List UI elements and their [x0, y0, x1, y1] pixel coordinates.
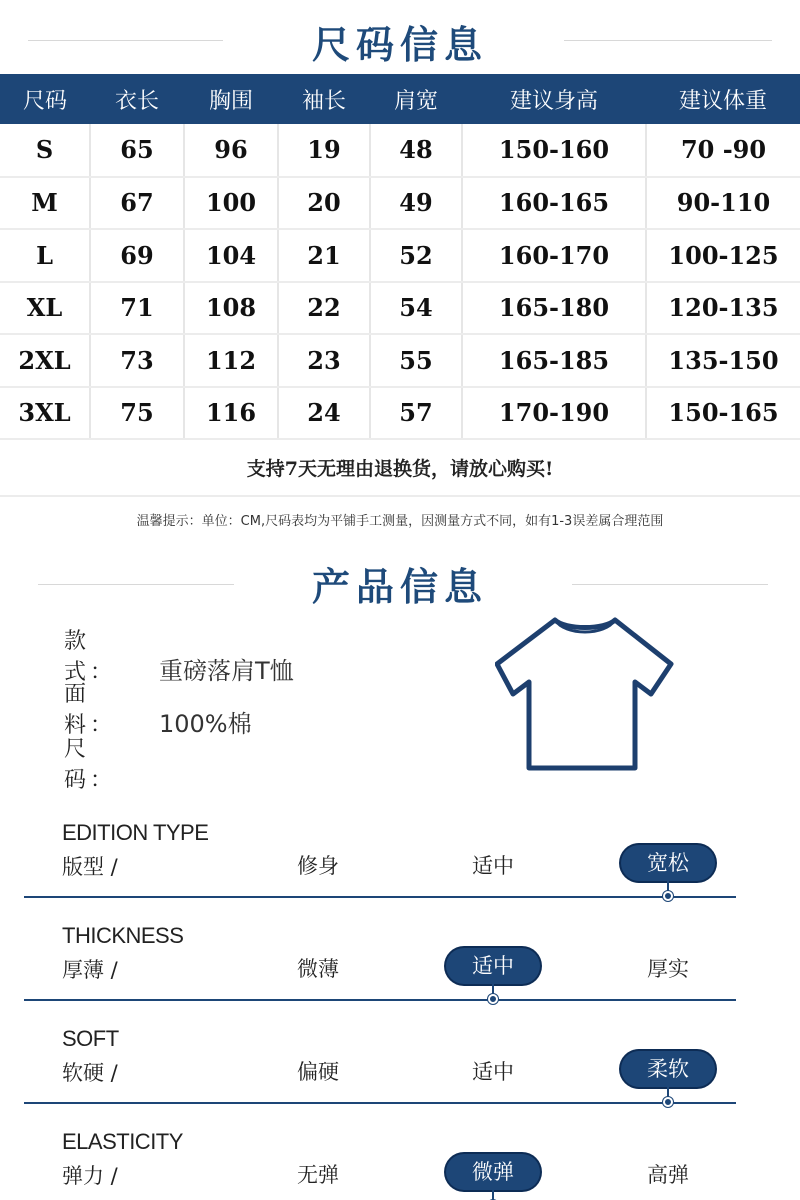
cell-height: 160-165: [462, 177, 646, 230]
product-section-title: 产品信息: [311, 564, 488, 609]
attribute-english-label: EDITION TYPE: [62, 820, 209, 845]
header-shoulder: 肩宽: [370, 74, 462, 124]
table-row: [0, 387, 800, 440]
cell-height: 165-180: [462, 282, 646, 335]
cell-length: 73: [90, 334, 184, 387]
tshirt-outline-icon: [495, 612, 675, 772]
size-row: [64, 732, 152, 794]
attribute-english-label: SOFT: [62, 1026, 119, 1051]
cell-length: 71: [90, 282, 184, 335]
cell-shoulder: 57: [370, 387, 462, 440]
selection-marker-dot: [663, 891, 673, 901]
size-label: 尺 码：: [64, 737, 117, 793]
cell-weight: 100-125: [646, 229, 800, 282]
attribute-chinese-label: 厚薄 /: [62, 958, 118, 982]
cell-length: 75: [90, 387, 184, 440]
cell-shoulder: 54: [370, 282, 462, 335]
attribute-option-selected: 适中: [446, 948, 540, 984]
cell-sleeve: 24: [278, 387, 370, 440]
selection-marker-dot: [488, 994, 498, 1004]
table-row: [0, 177, 800, 230]
cell-sleeve: 22: [278, 282, 370, 335]
size-section-title: 尺码信息: [311, 22, 488, 67]
fabric-value: 100%棉: [159, 710, 252, 738]
header-sleeve: 袖长: [278, 74, 370, 124]
cell-weight: 70 -90: [646, 124, 800, 177]
attribute-chinese-label: 软硬 /: [62, 1061, 118, 1085]
attribute-3: [0, 1129, 800, 1200]
table-row: [0, 229, 800, 282]
cell-size: XL: [0, 282, 90, 335]
attribute-chinese-label: 弹力 /: [62, 1164, 118, 1188]
header-size: 尺码: [0, 74, 90, 124]
attribute-1: [0, 923, 800, 1023]
cell-size: 3XL: [0, 387, 90, 440]
cell-sleeve: 20: [278, 177, 370, 230]
style-label: 款 式：: [64, 629, 117, 685]
cell-chest: 96: [184, 124, 278, 177]
cell-length: 69: [90, 229, 184, 282]
cell-size: 2XL: [0, 334, 90, 387]
cell-sleeve: 23: [278, 334, 370, 387]
attribute-option: 修身: [297, 854, 339, 878]
cell-shoulder: 55: [370, 334, 462, 387]
attribute-option: 高弹: [647, 1163, 689, 1187]
attribute-option: 微薄: [297, 957, 339, 981]
attribute-english-label: ELASTICITY: [62, 1129, 183, 1154]
return-policy-text: 支持7天无理由退换货，请放心购买!: [246, 458, 554, 480]
attribute-scale-line: [24, 1102, 736, 1104]
fabric-label: 面 料：: [64, 682, 117, 738]
size-table-header-row: [0, 74, 800, 124]
attribute-option-selected: 柔软: [621, 1051, 715, 1087]
cell-height: 160-170: [462, 229, 646, 282]
cell-size: S: [0, 124, 90, 177]
attribute-scale-line: [24, 896, 736, 898]
cell-weight: 135-150: [646, 334, 800, 387]
header-height: 建议身高: [462, 74, 646, 124]
attribute-2: [0, 1026, 800, 1126]
header-length: 衣长: [90, 74, 184, 124]
cell-weight: 120-135: [646, 282, 800, 335]
cell-chest: 100: [184, 177, 278, 230]
header-chest: 胸围: [184, 74, 278, 124]
cell-shoulder: 52: [370, 229, 462, 282]
attribute-scale-line: [24, 999, 736, 1001]
selection-marker-dot: [663, 1097, 673, 1107]
attribute-english-label: THICKNESS: [62, 923, 184, 948]
cell-shoulder: 48: [370, 124, 462, 177]
attribute-option: 无弹: [297, 1163, 339, 1187]
attribute-option: 偏硬: [297, 1060, 339, 1084]
cell-length: 65: [90, 124, 184, 177]
measurement-note: 温馨提示：单位：CM,尺码表均为平铺手工测量，因测量方式不同，如有1-3误差属合理范围: [136, 514, 664, 529]
cell-chest: 104: [184, 229, 278, 282]
cell-chest: 116: [184, 387, 278, 440]
attribute-chinese-label: 版型 /: [62, 855, 118, 879]
size-table: [0, 74, 800, 440]
attribute-option-selected: 微弹: [446, 1154, 540, 1190]
attribute-option: 适中: [472, 854, 514, 878]
cell-shoulder: 49: [370, 177, 462, 230]
style-value: 重磅落肩T恤: [159, 657, 294, 685]
cell-length: 67: [90, 177, 184, 230]
cell-weight: 150-165: [646, 387, 800, 440]
table-row: [0, 124, 800, 177]
attribute-0: [0, 820, 800, 920]
cell-chest: 112: [184, 334, 278, 387]
fabric-row: [64, 677, 252, 739]
table-row: [0, 282, 800, 335]
cell-height: 170-190: [462, 387, 646, 440]
cell-sleeve: 21: [278, 229, 370, 282]
selection-pointer: [492, 1190, 494, 1200]
cell-size: L: [0, 229, 90, 282]
attribute-option: 厚实: [647, 957, 689, 981]
table-row: [0, 334, 800, 387]
cell-height: 165-185: [462, 334, 646, 387]
cell-weight: 90-110: [646, 177, 800, 230]
attribute-option: 适中: [472, 1060, 514, 1084]
attribute-option-selected: 宽松: [621, 845, 715, 881]
cell-size: M: [0, 177, 90, 230]
cell-chest: 108: [184, 282, 278, 335]
cell-sleeve: 19: [278, 124, 370, 177]
cell-height: 150-160: [462, 124, 646, 177]
header-weight: 建议体重: [646, 74, 800, 124]
